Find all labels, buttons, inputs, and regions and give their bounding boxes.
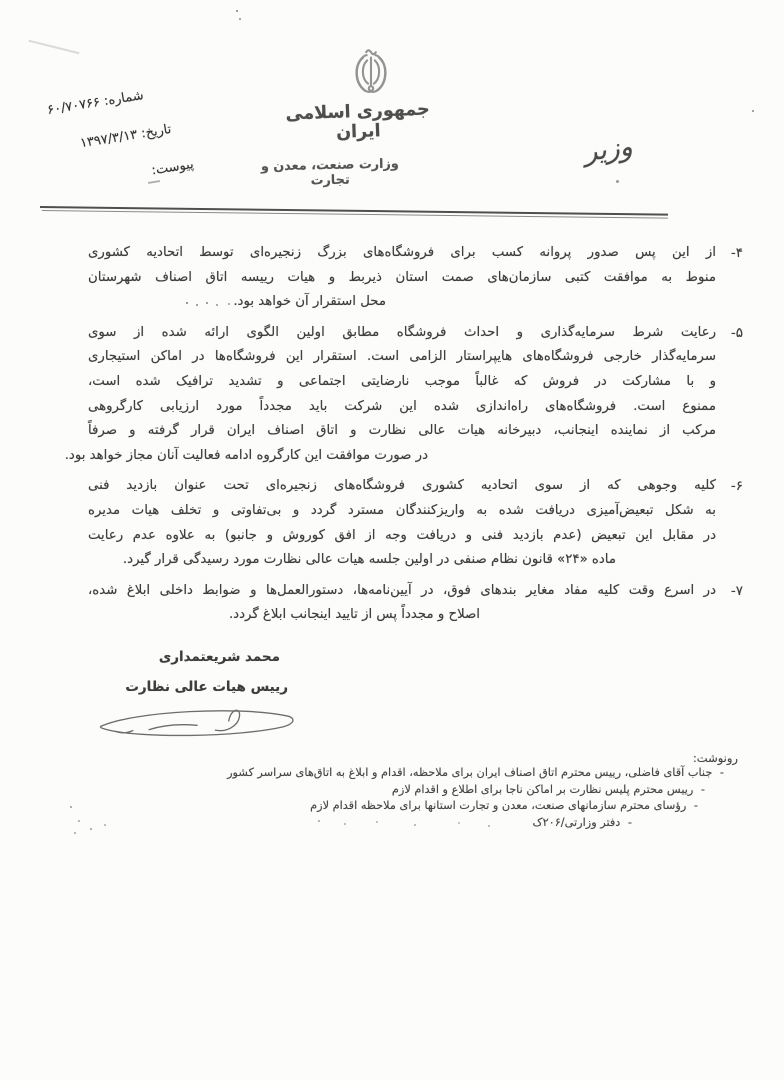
clause-line: رعایت شرط سرمایه‌گذاری و احداث فروشگاه مطابق اولین الگوی ارائه شده از سوی xyxy=(88,324,716,340)
reference-date-value: ۱۳۹۷/۳/۱۳ xyxy=(79,127,139,152)
ministry-title: وزارت صنعت، معدن و تجارت xyxy=(260,156,399,189)
clause-5 xyxy=(64,321,743,469)
reference-attachment-label: پیوست: xyxy=(150,157,195,179)
clause-line: در مقابل این تبعیض (عدم بازدید فنی و دریافت وجه از افق کوروش و جانبو) به علاوه عدم رعایت xyxy=(88,527,716,543)
clause-number: ۴- xyxy=(730,245,743,261)
clause-7 xyxy=(88,579,743,628)
signatory-name: محمد شریعتمداری xyxy=(158,649,280,665)
clause-line: مرکب از نماینده اینجانب، دبیرخانه هیات عالی نظارت و اتاق اصناف ایران قرار گرفته و صرفاً xyxy=(88,423,716,439)
clause-line: کلیه وجوهی که از سوی اتحادیه کشوری فروشگاه‌های زنجیره‌ای تحت عنوان بازدید فنی xyxy=(88,478,716,494)
clause-6 xyxy=(88,474,743,572)
iran-emblem-icon xyxy=(342,44,400,102)
copy-recipient-text: دفتر وزارتی/۲۰۶ک xyxy=(532,816,621,829)
reference-date-label: تاریخ: xyxy=(140,122,173,142)
clause-line: در صورت موافقت این کارگروه ادامه فعالیت آنان مجاز خواهد بود. xyxy=(64,447,428,463)
copy-recipient xyxy=(532,816,632,829)
copy-recipient xyxy=(392,783,705,796)
bullet-dash: - xyxy=(693,799,698,812)
clause-line: و با مشارکت در فروش که غالباً موجب نارضایتی اجتماعی و تشدید ترافیک شده است، xyxy=(88,373,716,389)
scan-artifact xyxy=(148,180,160,184)
clause-line: از این پس صدور پروانه کسب برای فروشگاه‌های بزرگ زنجیره‌ای توسط اتحادیه کشوری xyxy=(88,245,716,260)
reference-attachment xyxy=(150,157,194,178)
clause-line: سرمایه‌گذار خارجی فروشگاه‌های هایپراستار الزامی است. استقرار این فروشگاه‌ها در اماکن استیجاری xyxy=(88,349,716,365)
clause-line: منوط به موافقت کتبی سازمان‌های صمت استان ذیربط و هیات رییسه اتاق اصناف شهرستان xyxy=(88,269,716,285)
copy-recipient-text: رؤسای محترم سازمانهای صنعت، معدن و تجارت استانها برای ملاحظه اقدام لازم xyxy=(310,799,687,812)
copies-heading: رونوشت: xyxy=(692,751,738,765)
letter-body xyxy=(64,241,743,634)
header-divider xyxy=(40,206,668,216)
clause-line: اصلاح و مجدداً پس از تایید اینجانب ابلاغ گردد. xyxy=(228,607,480,623)
bullet-dash: - xyxy=(627,816,632,829)
scan-artifact xyxy=(236,10,238,12)
clause-line: به شکل تبعیض‌آمیزی دریافت شده به واریزکنندگان مسترد گردد و بی‌تفاوتی و تخلف هیات مدیره xyxy=(88,502,716,518)
republic-title: جمهوری اسلامی ایران xyxy=(285,99,431,143)
reference-date xyxy=(79,122,172,151)
reference-number xyxy=(46,88,144,118)
reference-number-label: شماره: xyxy=(102,88,145,110)
clause-line: در اسرع وقت کلیه مفاد مغایر بندهای فوق، در آیین‌نامه‌ها، دستورالعمل‌ها و ضوابط داخلی ابلاغ شده، xyxy=(88,582,716,598)
clause-line: ماده «۲۴» قانون نظام صنفی در اولین جلسه هیات عالی نظارت مورد رسیدگی قرار گیرد. xyxy=(122,552,616,568)
clause-4 xyxy=(88,241,743,315)
signatory-title: رییس هیات عالی نظارت xyxy=(125,679,288,695)
clause-number: ۷- xyxy=(730,582,743,599)
copy-recipient xyxy=(310,799,698,812)
scan-artifact xyxy=(29,40,80,54)
clause-number: ۶- xyxy=(730,478,743,495)
reference-number-value: ۶۰/۷۰۷۶۶ xyxy=(45,94,101,119)
minister-office-label: وزیر xyxy=(582,131,635,168)
scan-artifact xyxy=(616,180,619,183)
clause-line: ممنوع است. فروشگاه‌های راه‌اندازی شده این شرکت باید مجدداً مورد ارزیابی کارگروهی xyxy=(88,398,716,414)
scan-artifact xyxy=(70,806,72,808)
scan-artifact xyxy=(318,820,320,822)
copy-recipient-text: جناب آقای فاضلی، رییس محترم اتاق اصناف ایران برای ملاحظه، اقدام و ابلاغ به اتاق‌های سراسر کشور xyxy=(227,766,713,779)
copy-recipient xyxy=(227,766,724,779)
scan-artifact xyxy=(752,110,754,112)
clause-line: محل استقرار آن خواهد بود. xyxy=(233,294,386,310)
clause-number: ۵- xyxy=(730,324,743,341)
signature-scribble-icon xyxy=(92,697,307,745)
bullet-dash: - xyxy=(719,766,724,779)
bullet-dash: - xyxy=(700,783,705,796)
copy-recipient-text: رییس محترم پلیس نظارت بر اماکن ناجا برای اطلاع و اقدام لازم xyxy=(391,783,694,796)
